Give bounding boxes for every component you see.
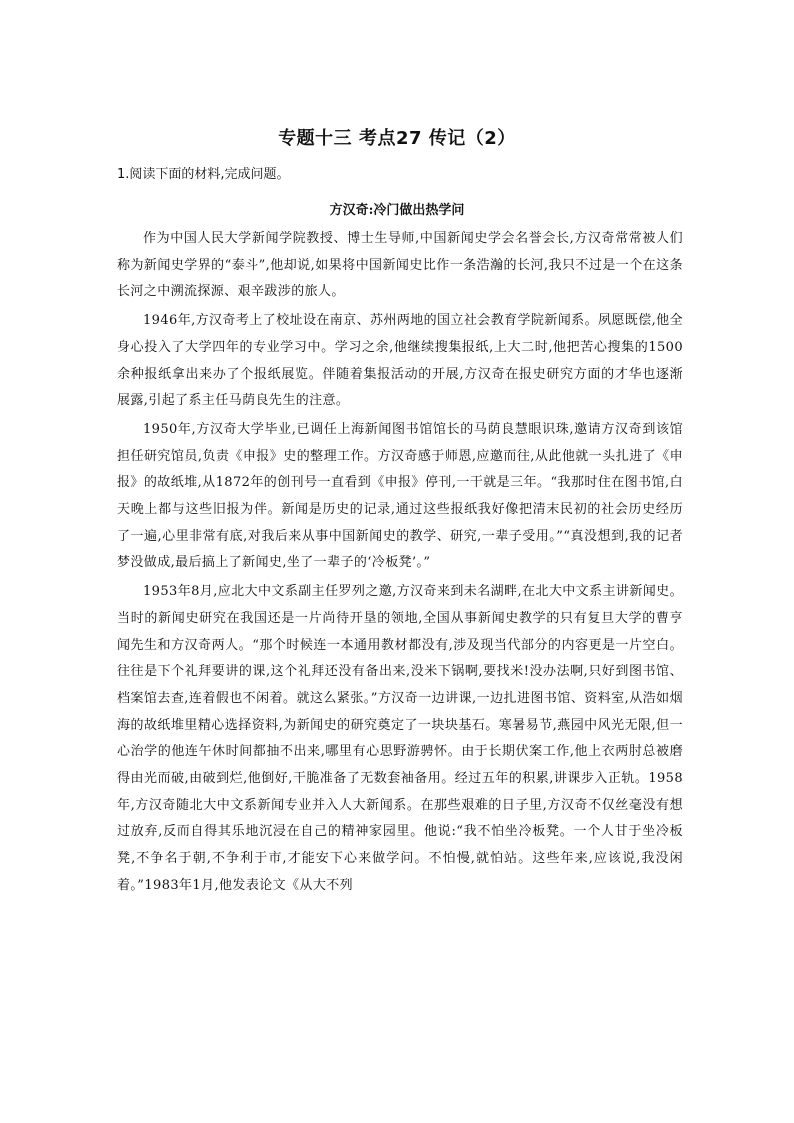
paragraph: 作为中国人民大学新闻学院教授、博士生导师,中国新闻史学会名誉会长,方汉奇常常被人们称为新闻史学界的“泰斗”,他却说,如果将中国新闻史比作一条浩瀚的长河,我只不过是一个在这条长河之中溯流探源、艰辛跋涉的旅人。 (117, 231, 683, 300)
page-title: 专题十三 考点27 传记（2） (278, 128, 516, 149)
paragraph: 1946年,方汉奇考上了校址设在南京、苏州两地的国立社会教育学院新闻系。夙愿既偿,他全身心投入了大学四年的专业学习中。学习之余,他继续搜集报纸,上大二时,他把苦心搜集的1500余种报纸拿出来办了个报纸展览。伴随着集报活动的开展,方汉奇在报史研究方面的才华也逐渐展露,引起了系主任马荫良先生的注意。 (117, 313, 683, 409)
article-body (117, 226, 683, 902)
paragraph: 1950年,方汉奇大学毕业,已调任上海新闻图书馆馆长的马荫良慧眼识珠,邀请方汉奇到该馆担任研究馆员,负责《申报》史的整理工作。方汉奇感于师恩,应邀而往,从此他就一头扎进了《申报》的故纸堆,从1872年的创刊号一直看到《申报》停刊,一干就是三年。“我那时住在图书馆,白天晚上都与这些旧报为伴。新闻是历史的记录,通过这些报纸我好像把清末民初的社会历史经历了一遍,心里非常有底,对我后来从事中国新闻史的教学、研究,一辈子受用。”“真没想到,我的记者梦没做成,最后搞上了新闻史,坐了一辈子的‘冷板凳’。” (117, 421, 683, 571)
paragraph: 1953年8月,应北大中文系副主任罗列之邀,方汉奇来到未名湖畔,在北大中文系主讲新闻史。当时的新闻史研究在我国还是一片尚待开垦的领地,全国从事新闻史教学的只有复旦大学的曹亨闻先生和方汉奇两人。“那个时候连一本通用教材都没有,涉及现当代部分的内容更是一片空白。往往是下个礼拜要讲的课,这个礼拜还没有备出来,没米下锅啊,要找米!没办法啊,只好到图书馆、档案馆去查,连着假也不闲着。就这么紧张。”方汉奇一边讲课,一边扎进图书馆、资料室,从浩如烟海的故纸堆里精心选择资料,为新闻史的研究奠定了一块块基石。寒暑易节,燕园中风光无限,但一心治学的他连午休时间都抽不出来,哪里有心思野游骋怀。由于长期伏案工作,他上衣两肘总被磨得由光而破,由破到烂,他倒好,干脆准备了无数套袖备用。经过五年的积累,讲课步入正轨。1958年,方汉奇随北大中文系新闻专业并入人大新闻系。在那些艰难的日子里,方汉奇不仅丝毫没有想过放弃,反而自得其乐地沉浸在自己的精神家园里。他说:“我不怕坐冷板凳。一个人甘于坐冷板凳,不争名于朝,不争利于市,才能安下心来做学问。不怕慢,就怕站。这些年来,应该说,我没闲着。”1983年1月,他发表论文《从大不列 (117, 584, 683, 893)
article-title: 方汉奇:冷门做出热学问 (329, 203, 465, 218)
question-intro: 1.阅读下面的材料,完成问题。 (117, 167, 290, 182)
